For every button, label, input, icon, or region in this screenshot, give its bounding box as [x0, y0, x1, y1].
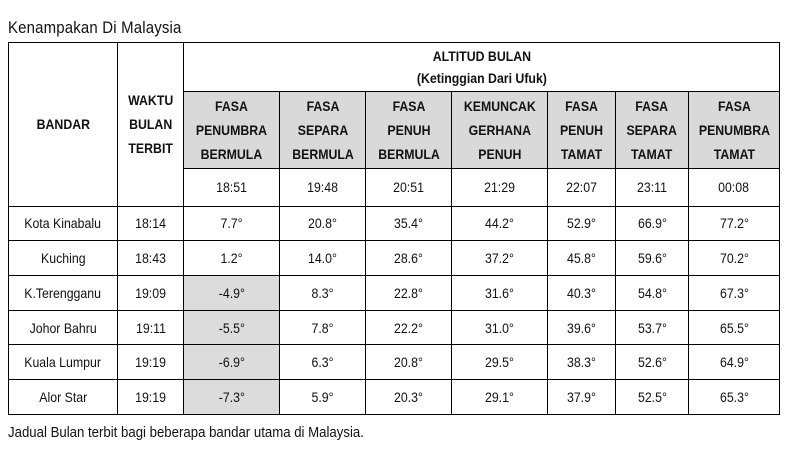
altitude-cell: 53.7° [616, 310, 689, 345]
altitude-cell: 65.3° [689, 380, 780, 415]
city-cell: Kuala Lumpur [9, 345, 118, 380]
altitude-cell: 52.5° [616, 380, 689, 415]
moonrise-cell: 19:19 [118, 380, 184, 415]
phase-time-7: 00:08 [689, 168, 780, 206]
altitude-cell: 67.3° [689, 275, 780, 310]
altitude-cell: 31.6° [452, 275, 548, 310]
altitude-cell: 35.4° [366, 206, 452, 241]
phase-time-4: 21:29 [452, 168, 548, 206]
altitude-cell: 64.9° [689, 345, 780, 380]
city-cell: Kota Kinabalu [9, 206, 118, 241]
altitude-cell: 45.8° [548, 241, 616, 276]
table-row [9, 345, 780, 380]
table-caption: Jadual Bulan terbit bagi beberapa bandar utama di Malaysia. [8, 424, 364, 441]
altitude-cell: 37.9° [548, 380, 616, 415]
header-phase-2: FASA SEPARA BERMULA [280, 92, 366, 169]
phase-time-3: 20:51 [366, 168, 452, 206]
phase-time-6: 23:11 [616, 168, 689, 206]
city-cell: Kuching [9, 241, 118, 276]
altitude-cell: -7.3° [184, 380, 280, 415]
altitude-cell: 22.2° [366, 310, 452, 345]
table-row [9, 310, 780, 345]
altitude-cell: 38.3° [548, 345, 616, 380]
moonrise-cell: 18:14 [118, 206, 184, 241]
table-row [9, 241, 780, 276]
altitude-cell: 52.6° [616, 345, 689, 380]
altitude-cell: 37.2° [452, 241, 548, 276]
altitude-cell: 54.8° [616, 275, 689, 310]
moonrise-cell: 19:09 [118, 275, 184, 310]
header-waktu-bulan-terbit: WAKTU BULAN TERBIT [118, 43, 184, 207]
phase-time-2: 19:48 [280, 168, 366, 206]
altitude-cell: 5.9° [280, 380, 366, 415]
altitude-cell: 28.6° [366, 241, 452, 276]
city-cell: Johor Bahru [9, 310, 118, 345]
header-bandar: BANDAR [9, 43, 118, 207]
page-title: Kenampakan Di Malaysia [8, 18, 182, 37]
altitude-cell: 1.2° [184, 241, 280, 276]
altitude-cell: 59.6° [616, 241, 689, 276]
altitude-cell: 20.8° [280, 206, 366, 241]
header-phase-4: KEMUNCAK GERHANA PENUH [452, 92, 548, 169]
city-cell: K.Terengganu [9, 275, 118, 310]
altitude-cell: 8.3° [280, 275, 366, 310]
header-altitud-bulan: ALTITUD BULAN (Ketinggian Dari Ufuk) [184, 43, 780, 92]
altitude-cell: 7.7° [184, 206, 280, 241]
moonrise-cell: 19:19 [118, 345, 184, 380]
altitude-cell: 52.9° [548, 206, 616, 241]
header-phase-7: FASA PENUMBRA TAMAT [689, 92, 780, 169]
phase-time-1: 18:51 [184, 168, 280, 206]
altitude-cell: -4.9° [184, 275, 280, 310]
altitude-cell: 6.3° [280, 345, 366, 380]
header-phase-3: FASA PENUH BERMULA [366, 92, 452, 169]
altitude-cell: 39.6° [548, 310, 616, 345]
moonrise-cell: 19:11 [118, 310, 184, 345]
altitude-cell: 66.9° [616, 206, 689, 241]
table-row [9, 275, 780, 310]
altitude-cell: 29.5° [452, 345, 548, 380]
phase-time-5: 22:07 [548, 168, 616, 206]
altitude-cell: 29.1° [452, 380, 548, 415]
altitude-cell: 40.3° [548, 275, 616, 310]
header-phase-1: FASA PENUMBRA BERMULA [184, 92, 280, 169]
altitude-cell: 7.8° [280, 310, 366, 345]
altitude-cell: -6.9° [184, 345, 280, 380]
header-phase-5: FASA PENUH TAMAT [548, 92, 616, 169]
altitude-cell: 20.3° [366, 380, 452, 415]
city-cell: Alor Star [9, 380, 118, 415]
altitude-cell: 70.2° [689, 241, 780, 276]
altitude-cell: -5.5° [184, 310, 280, 345]
altitude-cell: 77.2° [689, 206, 780, 241]
altitude-cell: 44.2° [452, 206, 548, 241]
altitude-cell: 14.0° [280, 241, 366, 276]
altitude-cell: 20.8° [366, 345, 452, 380]
table-row [9, 380, 780, 415]
altitude-cell: 65.5° [689, 310, 780, 345]
header-phase-6: FASA SEPARA TAMAT [616, 92, 689, 169]
altitude-cell: 31.0° [452, 310, 548, 345]
table-row [9, 206, 780, 241]
moon-altitude-table [8, 42, 780, 415]
altitude-cell: 22.8° [366, 275, 452, 310]
moonrise-cell: 18:43 [118, 241, 184, 276]
